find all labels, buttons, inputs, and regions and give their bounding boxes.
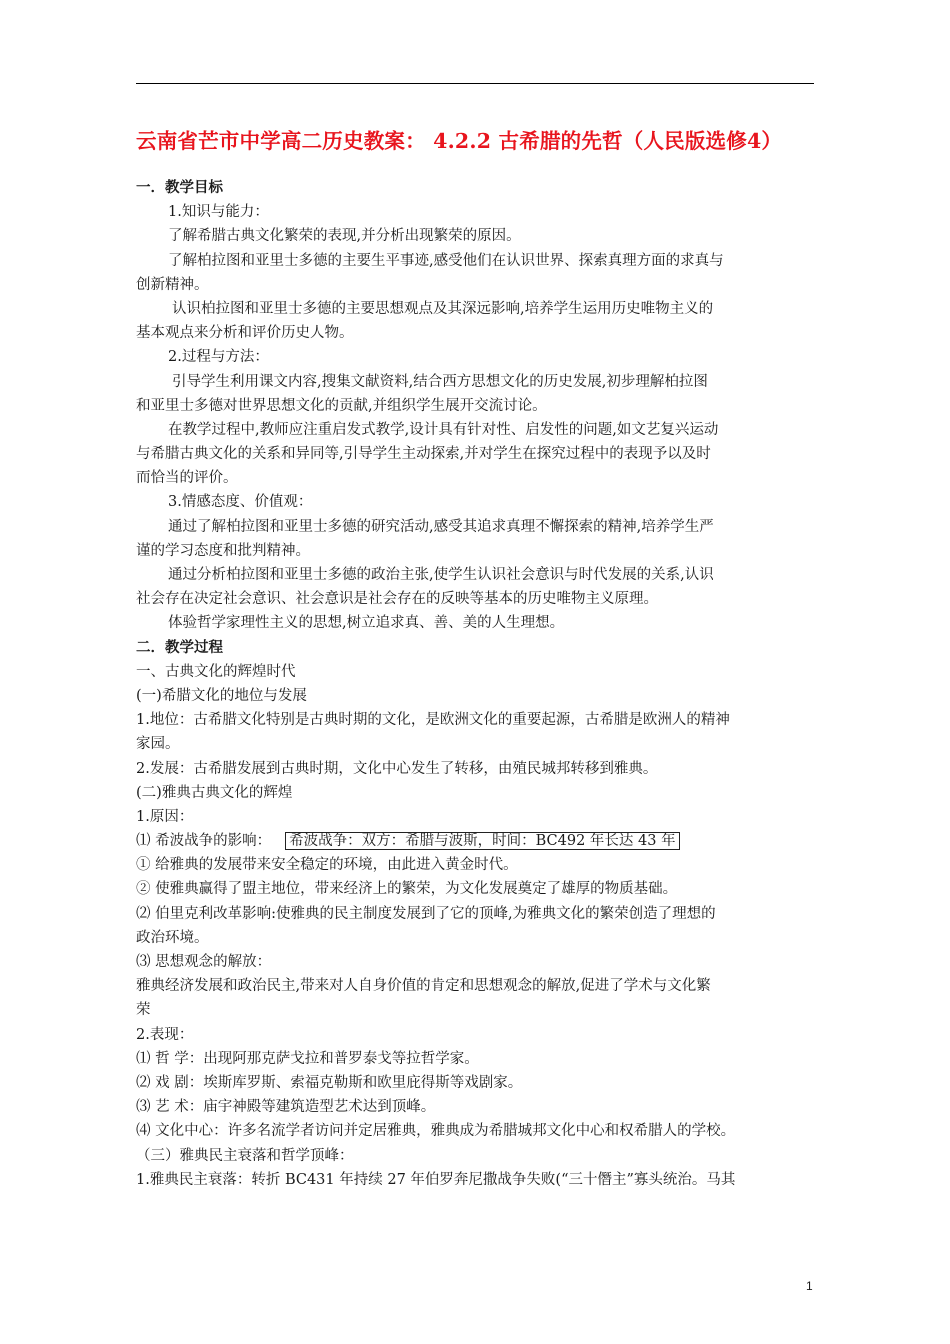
line-text: 1.地位：古希腊文化特别是古典时期的文化，是欧洲文化的重要起源，古希腊是欧洲人的精神	[136, 712, 730, 729]
boxed-note: 希波战争：双方：希腊与波斯，时间：BC492 年长达 43 年	[285, 832, 679, 850]
line-text: 荣	[136, 1002, 151, 1019]
line-text: 2.发展：古希腊发展到古典时期，文化中心发生了转移，由殖民城邦转移到雅典。	[136, 760, 658, 777]
line-text: 1.知识与能力：	[168, 204, 269, 221]
text-line	[136, 297, 816, 321]
text-line	[136, 490, 816, 514]
line-text: ⑶ 思想观念的解放：	[136, 954, 272, 970]
text-line	[136, 249, 816, 273]
section-heading	[136, 636, 816, 660]
line-text: ⑵ 伯里克利改革影响:使雅典的民主制度发展到了它的顶峰,为雅典文化的繁荣创造了理想的	[136, 905, 716, 922]
line-text: 和亚里士多德对世界思想文化的贡献,并组织学生展开交流讨论。	[136, 397, 547, 414]
text-line	[136, 587, 816, 611]
line-text: 创新精神。	[136, 276, 209, 293]
line-text: 2.过程与方法：	[168, 349, 269, 366]
line-text: 体验哲学家理性主义的思想,树立追求真、善、美的人生理想。	[168, 615, 565, 632]
text-line	[136, 974, 816, 998]
line-text: (一)希腊文化的地位与发展	[136, 687, 307, 704]
line-text: ② 使雅典赢得了盟主地位，带来经济上的繁荣，为文化发展奠定了雄厚的物质基础。	[136, 881, 678, 898]
text-line	[136, 563, 816, 587]
line-text: 谨的学习态度和批判精神。	[136, 542, 310, 559]
text-line	[136, 877, 816, 901]
text-line	[136, 1023, 816, 1047]
line-text: 通过分析柏拉图和亚里士多德的政治主张,使学生认识社会意识与时代发展的关系,认识	[168, 567, 714, 583]
line-text: 了解柏拉图和亚里士多德的主要生平事迹,感受他们在认识世界、探索真理方面的求真与	[168, 252, 724, 269]
text-line	[136, 829, 816, 853]
line-text: 政治环境。	[136, 929, 209, 946]
line-text: 二．教学过程	[136, 638, 223, 656]
document-body	[136, 176, 816, 1192]
header-rule	[136, 83, 814, 84]
text-line	[136, 466, 816, 490]
line-text: 一．教学目标	[136, 179, 223, 196]
text-line	[136, 950, 816, 974]
line-text: 2.表现：	[136, 1026, 194, 1043]
text-line	[136, 1071, 816, 1095]
line-text: 家园。	[136, 736, 180, 753]
text-line	[136, 660, 816, 684]
text-line	[136, 321, 816, 345]
text-line	[136, 200, 816, 224]
text-line	[136, 273, 816, 297]
text-line	[136, 224, 816, 248]
line-text: ① 给雅典的发展带来安全稳定的环境，由此进入黄金时代。	[136, 857, 518, 874]
text-line	[136, 1119, 816, 1143]
text-line	[136, 926, 816, 950]
text-line	[136, 684, 816, 708]
text-line	[136, 902, 816, 926]
line-text: 了解希腊古典文化繁荣的表现,并分析出现繁荣的原因。	[168, 228, 521, 245]
line-text: 引导学生利用课文内容,搜集文献资料,结合西方思想文化的历史发展,初步理解柏拉图	[172, 373, 708, 390]
text-line	[136, 394, 816, 418]
line-text: ⑴ 哲 学：出现阿那克萨戈拉和普罗泰戈等拉哲学家。	[136, 1050, 479, 1067]
line-text: 而恰当的评价。	[136, 470, 238, 487]
text-line	[136, 1095, 816, 1119]
text-line	[136, 611, 816, 635]
line-text: 1.雅典民主衰落：转折 BC431 年持续 27 年伯罗奔尼撒战争失败(“三十僭主”寡头统治。马其	[136, 1171, 736, 1188]
page-title: 云南省芒市中学高二历史教案： 4.2.2 古希腊的先哲（人民版选修4）	[136, 129, 783, 153]
text-line	[136, 370, 816, 394]
line-text: 在教学过程中,教师应注重启发式教学,设计具有针对性、启发性的问题,如文艺复兴运动	[168, 421, 719, 438]
line-text: 一、古典文化的辉煌时代	[136, 663, 296, 680]
line-text: (二)雅典古典文化的辉煌	[136, 784, 293, 801]
text-line	[136, 732, 816, 756]
line-text: 与希腊古典文化的关系和异同等,引导学生主动探索,并对学生在探究过程中的表现予以及时	[136, 446, 711, 463]
line-text: 雅典经济发展和政治民主,带来对人自身价值的肯定和思想观念的解放,促进了学术与文化繁	[136, 978, 711, 995]
line-text: ⑶ 艺 术：庙宇神殿等建筑造型艺术达到顶峰。	[136, 1099, 436, 1116]
line-text: 3.情感态度、价值观：	[168, 494, 313, 511]
line-text: 1.原因：	[136, 808, 194, 825]
line-text: （三）雅典民主衰落和哲学顶峰：	[136, 1147, 354, 1164]
text-line	[136, 998, 816, 1022]
line-text: ⑷ 文化中心：许多名流学者访问并定居雅典，雅典成为希腊城邦文化中心和权希腊人的学校。	[136, 1123, 736, 1140]
line-text: 认识柏拉图和亚里士多德的主要思想观点及其深远影响,培养学生运用历史唯物主义的	[172, 300, 714, 317]
text-line	[136, 442, 816, 466]
text-line	[136, 805, 816, 829]
text-line	[136, 1144, 816, 1168]
text-line	[136, 708, 816, 732]
text-line	[136, 515, 816, 539]
page-number: 1	[806, 1279, 813, 1293]
text-line	[136, 539, 816, 563]
text-line	[136, 757, 816, 781]
text-line	[136, 853, 816, 877]
line-text: 社会存在决定社会意识、社会意识是社会存在的反映等基本的历史唯物主义原理。	[136, 591, 658, 608]
text-line	[136, 781, 816, 805]
text-line	[136, 1047, 816, 1071]
line-text: ⑴ 希波战争的影响：	[136, 833, 272, 850]
text-line	[136, 418, 816, 442]
line-text: 基本观点来分析和评价历史人物。	[136, 325, 354, 342]
line-text: ⑵ 戏 剧：埃斯库罗斯、索福克勒斯和欧里庇得斯等戏剧家。	[136, 1074, 523, 1091]
text-line	[136, 345, 816, 369]
line-text: 通过了解柏拉图和亚里士多德的研究活动,感受其追求真理不懈探索的精神,培养学生严	[168, 518, 714, 535]
section-heading	[136, 176, 816, 200]
text-line	[136, 1168, 816, 1192]
